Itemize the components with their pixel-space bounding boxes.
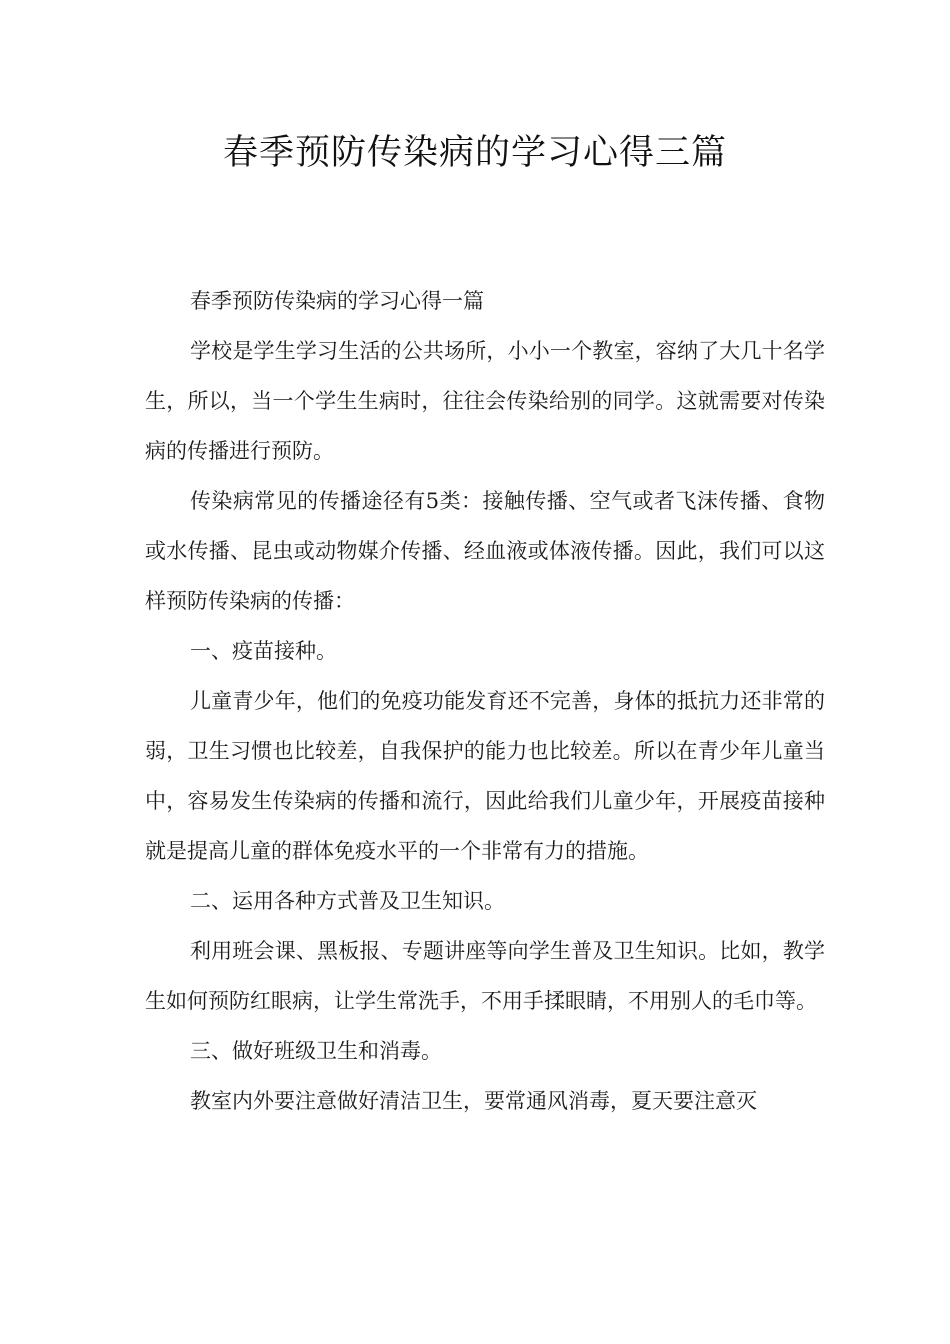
list-heading: 二、运用各种方式普及卫生知识。 xyxy=(190,889,505,913)
paragraph: 教室内外要注意做好清洁卫生，要常通风消毒，夏天要注意灭 xyxy=(190,1089,757,1113)
list-heading: 三、做好班级卫生和消毒。 xyxy=(190,1039,442,1063)
section-heading: 春季预防传染病的学习心得一篇 xyxy=(190,289,484,313)
document-body xyxy=(145,276,825,1126)
paragraph: 利用班会课、黑板报、专题讲座等向学生普及卫生知识。比如，教学生如何预防红眼病，让学生常洗手，不用手揉眼睛，不用别人的毛巾等。 xyxy=(145,939,825,1013)
paragraph: 传染病常见的传播途径有5类：接触传播、空气或者飞沫传播、食物或水传播、昆虫或动物媒介传播、经血液或体液传播。因此，我们可以这样预防传染病的传播： xyxy=(145,489,825,613)
paragraph: 儿童青少年，他们的免疫功能发育还不完善，身体的抵抗力还非常的弱，卫生习惯也比较差，自我保护的能力也比较差。所以在青少年儿童当中，容易发生传染病的传播和流行，因此给我们儿童少年，开展疫苗接种就是提高儿童的群体免疫水平的一个非常有力的措施。 xyxy=(145,689,825,863)
paragraph: 学校是学生学习生活的公共场所，小小一个教室，容纳了大几十名学生，所以，当一个学生生病时，往往会传染给别的同学。这就需要对传染病的传播进行预防。 xyxy=(145,339,825,463)
document-title: 春季预防传染病的学习心得三篇 xyxy=(222,133,727,173)
list-heading: 一、疫苗接种。 xyxy=(190,639,337,663)
